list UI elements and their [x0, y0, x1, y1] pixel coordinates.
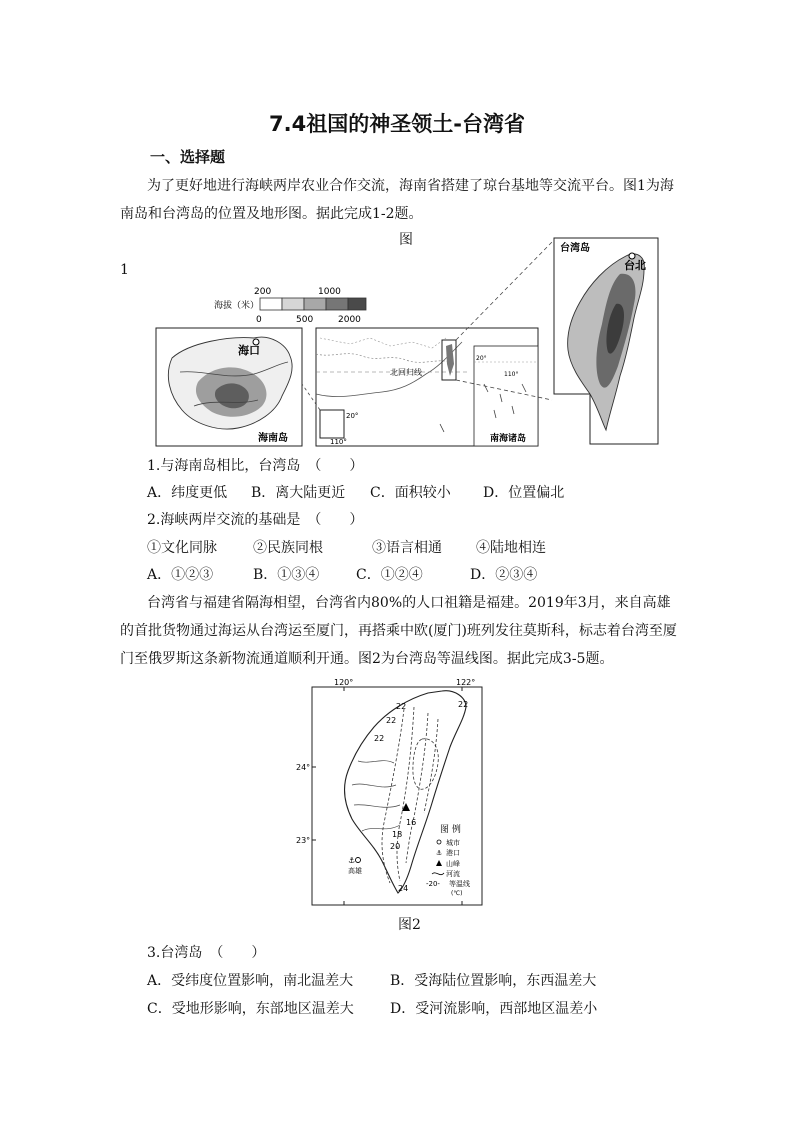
figure-1-caption: 图: [399, 232, 413, 248]
legend-peak: 山峰: [446, 860, 460, 868]
south-china-sea-islands-label: 南海诸岛: [490, 434, 527, 444]
legend-river: 河流: [446, 870, 460, 878]
kaohsiung-city-icon: [356, 858, 361, 863]
legend-label-500: 500: [296, 315, 314, 325]
intro-paragraph-1-line-2: 南岛和台湾岛的位置及地形图。据此完成1-2题。: [120, 206, 423, 222]
intro-paragraph-2-line-2: 的首批货物通过海运从台湾运至厦门，再搭乘中欧(厦门)班列发往莫斯科，标志着台湾至厦: [120, 623, 677, 639]
legend-label-200: 200: [254, 287, 272, 297]
figure-2-isotherm-map: [296, 673, 490, 911]
question-2-item-4: ④陆地相连: [476, 540, 546, 556]
question-1-option-b[interactable]: B．离大陆更近: [251, 485, 346, 501]
question-2-item-1: ①文化同脉: [147, 540, 217, 556]
intro-paragraph-2-line-1: 台湾省与福建省隔海相望，台湾省内80%的人口祖籍是福建。2019年3月，来自高雄: [147, 595, 671, 611]
taiwan-island-label: 台湾岛: [560, 243, 590, 254]
intro-paragraph-1-line-1: 为了更好地进行海峡两岸农业合作交流，海南省搭建了琼台基地等交流平台。图1为海: [147, 178, 674, 194]
port-icon: ⚓: [436, 849, 443, 857]
inset-lon-110-label: 110°: [504, 371, 519, 378]
isotherm-label-16: 16: [406, 818, 417, 827]
question-2-option-c[interactable]: C．①②④: [356, 567, 423, 583]
inset-lat-20-label: 20°: [476, 355, 487, 362]
elevation-legend-bar: [260, 298, 366, 310]
legend-label-2000: 2000: [338, 315, 361, 325]
question-3-stem: 3.台湾岛 （ ）: [147, 945, 266, 961]
isotherm-label-22-c: 22: [386, 716, 397, 725]
isotherm-label-22-a: 22: [396, 702, 407, 711]
isotherm-label-24: 24: [398, 884, 409, 893]
isotherm-label-22-b: 22: [458, 700, 469, 709]
taiwan-panel: [554, 238, 658, 444]
legend-unit: (℃): [451, 890, 463, 897]
intro-paragraph-2-line-3: 门至俄罗斯这条新物流通道顺利开通。图2为台湾岛等温线图。据此完成3-5题。: [120, 651, 614, 667]
figure-1-caption-number: 1: [120, 262, 129, 278]
legend-isotherm: 等温线: [449, 880, 470, 888]
question-1-option-a[interactable]: A．纬度更低: [147, 485, 228, 501]
isotherm-label-18: 18: [392, 830, 403, 839]
lat-20-label: 20°: [346, 412, 359, 420]
question-1-option-d[interactable]: D．位置偏北: [483, 485, 565, 501]
lat-24-label: 24°: [296, 763, 311, 772]
haikou-label: 海口: [238, 344, 260, 357]
section-heading: 一、选择题: [150, 148, 226, 166]
locator-panel: [316, 328, 538, 446]
lon-120-label: 120°: [334, 678, 354, 687]
legend-port: 港口: [446, 849, 460, 857]
question-2-item-3: ③语言相通: [372, 540, 442, 556]
lat-23-label: 23°: [296, 836, 311, 845]
legend-isotherm-sample: -20-: [426, 880, 440, 888]
legend-elevation-title: 海拔（米）: [214, 301, 260, 311]
isotherm-label-20: 20: [390, 842, 401, 851]
city-icon: [437, 840, 441, 844]
hainan-panel: [156, 328, 302, 446]
lon-110-label: 110°: [330, 438, 347, 446]
question-3-option-d[interactable]: D．受河流影响，西部地区温差小: [390, 1001, 598, 1017]
question-2-option-d[interactable]: D．②③④: [470, 567, 538, 583]
question-3-option-b[interactable]: B．受海陆位置影响，东西温差大: [390, 973, 597, 989]
tropic-of-cancer-label: 北回归线: [390, 368, 422, 377]
question-3-option-a[interactable]: A．受纬度位置影响，南北温差大: [147, 973, 354, 989]
taipei-label: 台北: [624, 259, 646, 272]
question-2-option-b[interactable]: B．①③④: [253, 567, 320, 583]
page-title: 7.4祖国的神圣领土-台湾省: [269, 112, 525, 136]
legend-label-1000: 1000: [318, 287, 341, 297]
question-2-item-2: ②民族同根: [253, 540, 323, 556]
question-1-stem: 1.与海南岛相比，台湾岛 （ ）: [147, 458, 364, 474]
figure-2-caption: 图2: [398, 917, 421, 933]
question-2-stem: 2.海峡两岸交流的基础是 （ ）: [147, 512, 364, 528]
legend-label-0: 0: [256, 315, 262, 325]
legend-title: 图 例: [440, 825, 461, 835]
isotherm-label-22-d: 22: [374, 734, 385, 743]
lon-122-label: 122°: [456, 678, 476, 687]
question-3-option-c[interactable]: C．受地形影响，东部地区温差大: [147, 1001, 354, 1017]
hainan-island-label: 海南岛: [258, 433, 288, 444]
question-1-option-c[interactable]: C．面积较小: [370, 485, 451, 501]
anchor-icon: ⚓: [348, 856, 356, 865]
figure-1-map: [150, 234, 662, 452]
question-2-option-a[interactable]: A．①②③: [147, 567, 214, 583]
kaohsiung-label: 高雄: [348, 867, 362, 875]
legend-city: 城市: [446, 839, 460, 847]
